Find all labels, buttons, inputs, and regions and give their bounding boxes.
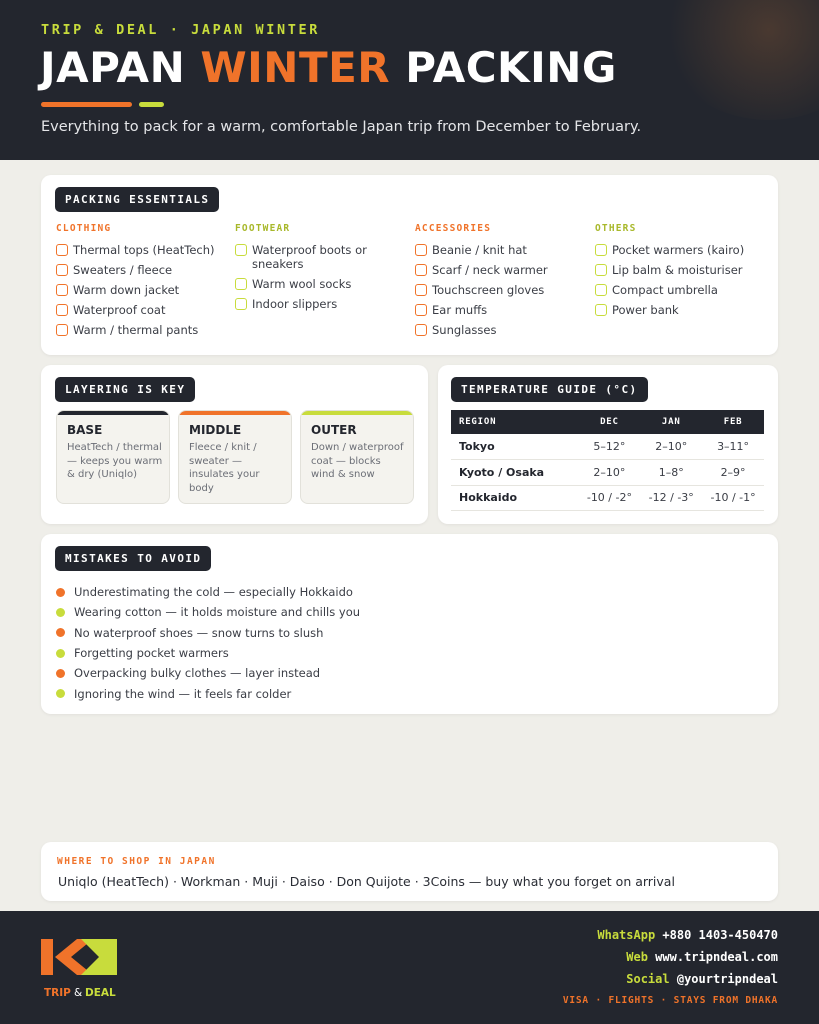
logo-green-lower: [81, 957, 117, 975]
logo-word-deal: DEAL: [85, 987, 116, 999]
checklist-item-label: Compact umbrella: [612, 283, 718, 297]
checkbox-icon[interactable]: [415, 304, 427, 316]
checklist-column: [595, 223, 765, 323]
temperature-cell: 5–12°: [579, 434, 641, 460]
checklist-item-label: Ear muffs: [432, 303, 488, 317]
column-heading: ACCESSORIES: [415, 223, 492, 234]
contact-web: [378, 950, 778, 964]
list-item: [56, 582, 360, 602]
temperature-cell: 1–8°: [640, 460, 702, 486]
checklist-item[interactable]: [595, 243, 765, 257]
layer-name: BASE: [67, 423, 103, 437]
checkbox-icon[interactable]: [235, 244, 247, 256]
checklist-item[interactable]: [56, 283, 226, 297]
checkbox-icon[interactable]: [415, 264, 427, 276]
checkbox-icon[interactable]: [56, 304, 68, 316]
layer-description: Down / waterproof coat — blocks wind & snow: [311, 442, 404, 480]
checklist-column: [235, 223, 405, 317]
column-heading: FOOTWEAR: [235, 223, 291, 234]
checklist-item-label: Sunglasses: [432, 323, 497, 337]
mistakes-list: [56, 582, 360, 704]
table-header-cell: DEC: [579, 410, 641, 434]
table-body: [451, 434, 764, 511]
checklist-item-label: Sweaters / fleece: [73, 263, 173, 277]
shop-card: [41, 842, 778, 901]
checkbox-icon[interactable]: [235, 278, 247, 290]
checklist-item-label: Waterproof boots or sneakers: [252, 243, 367, 271]
checklist-item[interactable]: [595, 283, 765, 297]
temperature-table: [451, 410, 764, 511]
bullet-dot-icon: [56, 669, 65, 678]
shop-label: WHERE TO SHOP IN JAPAN: [57, 856, 216, 867]
header-kicker: TRIP & DEAL · JAPAN WINTER: [41, 22, 320, 38]
title-underline-orange: [41, 102, 132, 107]
table-header-row: [451, 410, 764, 434]
footer-tagline: VISA · FLIGHTS · STAYS FROM DHAKA: [562, 995, 778, 1006]
web-value[interactable]: www.tripndeal.com: [655, 950, 778, 964]
checklist-item-label: Warm down jacket: [73, 283, 180, 297]
whatsapp-value[interactable]: +880 1403-450470: [662, 928, 778, 942]
title-underline-green: [139, 102, 164, 107]
bullet-dot-icon: [56, 628, 65, 637]
checkbox-icon[interactable]: [595, 304, 607, 316]
logo-green-upper: [81, 939, 117, 957]
whatsapp-label: WhatsApp: [597, 928, 656, 942]
checkbox-icon[interactable]: [595, 284, 607, 296]
column-heading: CLOTHING: [56, 223, 112, 234]
region-cell: Kyoto / Osaka: [451, 460, 579, 486]
section-label-temperature: TEMPERATURE GUIDE (°C): [451, 377, 648, 402]
checklist-column: [56, 223, 226, 343]
checkbox-icon[interactable]: [595, 264, 607, 276]
checkbox-icon[interactable]: [56, 264, 68, 276]
checklist-item-label: Lip balm & moisturiser: [612, 263, 743, 277]
checklist-item[interactable]: [415, 283, 585, 297]
mistake-text: Forgetting pocket warmers: [74, 646, 229, 661]
checklist-item-label: Beanie / knit hat: [432, 243, 527, 257]
section-label-layering: LAYERING IS KEY: [55, 377, 195, 402]
checklist-item[interactable]: [56, 323, 226, 337]
page-subtitle: Everything to pack for a warm, comfortable Japan trip from December to February.: [41, 119, 642, 135]
checklist-item[interactable]: [415, 303, 585, 317]
layer-name: OUTER: [311, 423, 357, 437]
mistake-text: Wearing cotton — it holds moisture and chills you: [74, 605, 361, 620]
layer-color-bar: [179, 411, 291, 415]
checklist-item-label: Warm / thermal pants: [73, 323, 199, 337]
shop-text: Uniqlo (HeatTech) · Workman · Muji · Daiso · Don Quijote · 3Coins — buy what you forget on arrival: [58, 874, 675, 889]
temperature-cell: 2–10°: [579, 460, 641, 486]
checkbox-icon[interactable]: [415, 284, 427, 296]
layer-card: [300, 410, 414, 504]
title-part-2: PACKING: [390, 43, 617, 92]
checkbox-icon[interactable]: [56, 284, 68, 296]
checklist-item[interactable]: [595, 263, 765, 277]
column-heading: OTHERS: [595, 223, 637, 234]
temperature-cell: -12 / -3°: [640, 485, 702, 511]
checklist-item-label: Pocket warmers (kairo): [612, 243, 745, 257]
layer-color-bar: [301, 411, 413, 415]
table-row: [451, 485, 764, 511]
bullet-dot-icon: [56, 608, 65, 617]
checkbox-icon[interactable]: [235, 298, 247, 310]
social-label: Social: [626, 972, 670, 986]
temperature-cell: -10 / -1°: [702, 485, 764, 511]
checklist-item[interactable]: [595, 303, 765, 317]
checklist-item-label: Thermal tops (HeatTech): [73, 243, 215, 257]
temperature-cell: 2–9°: [702, 460, 764, 486]
logo-word-trip: TRIP: [44, 987, 71, 999]
temperature-cell: 2–10°: [640, 434, 702, 460]
table-row: [451, 460, 764, 486]
mistake-text: Overpacking bulky clothes — layer instead: [74, 666, 321, 681]
title-part-1: JAPAN: [40, 43, 201, 92]
checklist-item-label: Touchscreen gloves: [432, 283, 545, 297]
checkbox-icon[interactable]: [56, 244, 68, 256]
layer-card: [56, 410, 170, 504]
bullet-dot-icon: [56, 588, 65, 597]
checklist-item[interactable]: [415, 263, 585, 277]
table-header-cell: JAN: [640, 410, 702, 434]
checklist-item-label: Indoor slippers: [252, 297, 338, 311]
bullet-dot-icon: [56, 689, 65, 698]
layer-card: [178, 410, 292, 504]
checklist-item[interactable]: [415, 243, 585, 257]
checklist-column: [415, 223, 585, 343]
checklist-item-label: Waterproof coat: [73, 303, 166, 317]
checklist-item-label: Power bank: [612, 303, 679, 317]
contact-social: [378, 972, 778, 986]
table-row: [451, 434, 764, 460]
checklist-item[interactable]: [235, 277, 405, 291]
layer-color-bar: [57, 411, 169, 415]
list-item: [56, 623, 360, 643]
checklist-item-label: Warm wool socks: [252, 277, 352, 291]
checkbox-icon[interactable]: [595, 244, 607, 256]
social-value[interactable]: @yourtripndeal: [676, 972, 778, 986]
checkbox-icon[interactable]: [56, 324, 68, 336]
table-header-cell: FEB: [702, 410, 764, 434]
list-item: [56, 683, 360, 703]
temperature-cell: -10 / -2°: [579, 485, 641, 511]
list-item: [56, 602, 360, 622]
list-item: [56, 663, 360, 683]
mistake-text: Underestimating the cold — especially Hokkaido: [74, 585, 353, 600]
checklist-item[interactable]: [235, 297, 405, 311]
checklist-item[interactable]: [56, 303, 226, 317]
logo-bar: [41, 939, 53, 975]
layer-description: HeatTech / thermal — keeps you warm & dry (Uniqlo): [67, 442, 163, 480]
mistake-text: No waterproof shoes — snow turns to slush: [74, 625, 324, 640]
header-glow: [659, 0, 819, 120]
region-cell: Hokkaido: [451, 485, 579, 511]
bullet-dot-icon: [56, 649, 65, 658]
list-item: [56, 643, 360, 663]
web-label: Web: [626, 950, 648, 964]
layer-name: MIDDLE: [189, 423, 242, 437]
layer-description: Fleece / knit / sweater — insulates your body: [189, 442, 260, 494]
title-accent: WINTER: [200, 43, 391, 92]
trip-and-deal-logo: [41, 938, 119, 1000]
page-title: [40, 44, 617, 92]
temperature-cell: 3–11°: [702, 434, 764, 460]
checklist-item[interactable]: [56, 243, 226, 257]
checklist-item-label: Scarf / neck warmer: [432, 263, 548, 277]
checklist-item[interactable]: [415, 323, 585, 337]
section-label-mistakes: MISTAKES TO AVOID: [55, 546, 211, 571]
table-header-cell: REGION: [451, 410, 579, 434]
contact-whatsapp: [378, 928, 778, 942]
section-label-essentials: PACKING ESSENTIALS: [55, 187, 219, 212]
checkbox-icon[interactable]: [415, 244, 427, 256]
region-cell: Tokyo: [451, 434, 579, 460]
logo-ampersand: &: [74, 987, 83, 999]
checklist-item[interactable]: [56, 263, 226, 277]
mistake-text: Ignoring the wind — it feels far colder: [74, 686, 292, 701]
checkbox-icon[interactable]: [415, 324, 427, 336]
checklist-item[interactable]: [235, 243, 405, 271]
